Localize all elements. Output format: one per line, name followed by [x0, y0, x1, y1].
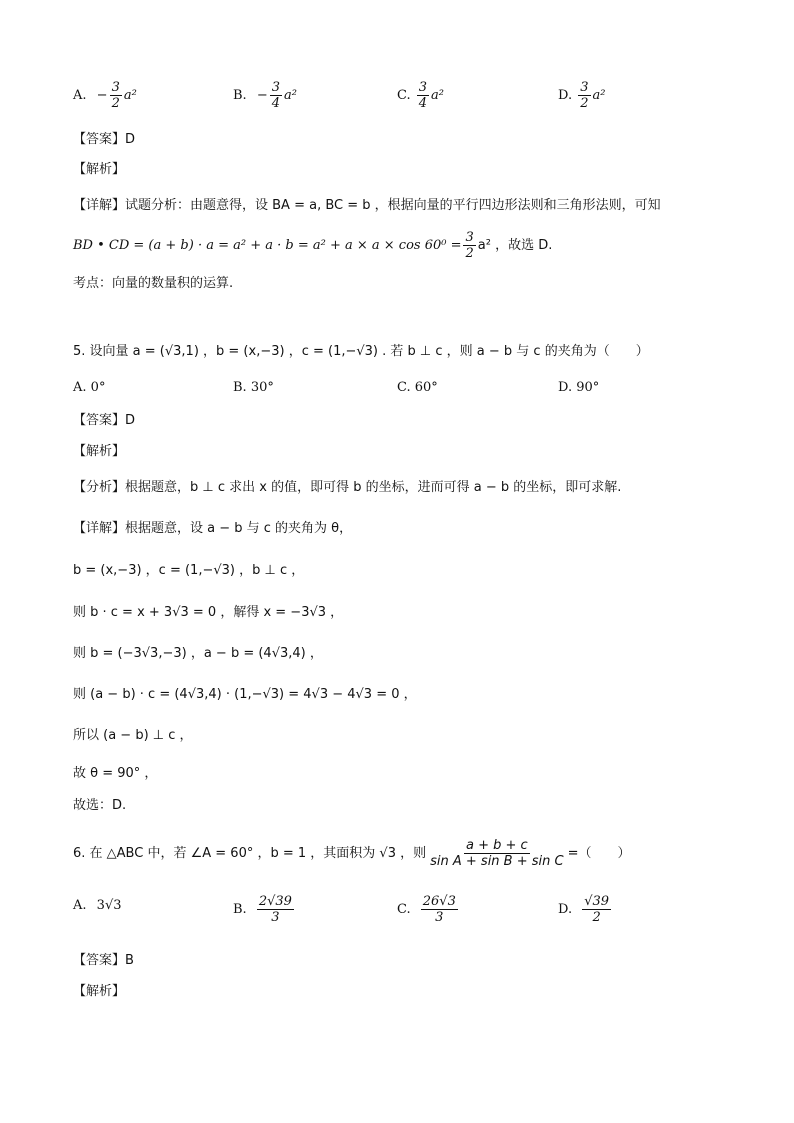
q4-detail-line-2: BD • CD = (a + b) · a = a² + a · b = a² + a × a × cos 60⁰ = $\frac{3}{2}$ a² ，故选 D. — [73, 230, 553, 261]
q6-option-b: B. $\frac{2√39}{3}$ — [233, 894, 292, 925]
q4-detail-line-1: 【详解】试题分析：由题意得，设 BA = a, BC = b ，根据向量的平行四边形法则和三角形法则，可知 — [73, 198, 661, 213]
q4-answer: 【答案】D — [73, 132, 136, 147]
q6-analysis-label: 【解析】 — [73, 984, 126, 999]
q4-option-d: D. $\frac{3}{2}$ a² — [558, 80, 606, 111]
q4-option-a: A. − $\frac{3}{2}$ a² — [73, 80, 137, 111]
q5-step-4: 则 b = (−3√3,−3) ，a − b = (4√3,4) ， — [73, 646, 323, 661]
q6-stem: 6. 在 △ABC 中，若 ∠A = 60° ，b = 1 ，其面积为 √3 ，则 $\frac{a + b + c}{\text{sin A + sin B + sin C}}$ =（ ） — [73, 838, 631, 869]
q4-analysis-label: 【解析】 — [73, 162, 126, 177]
q6-answer: 【答案】B — [73, 953, 134, 968]
q5-option-c: C. 60° — [397, 380, 438, 395]
q4-option-b: B. − $\frac{3}{4}$ a² — [233, 80, 297, 111]
q5-option-a: A. 0° — [73, 380, 106, 395]
q4-kaodian: 考点：向量的数量积的运算. — [73, 276, 234, 291]
q5-step-3: 则 b · c = x + 3√3 = 0 ，解得 x = −3√3 ， — [73, 605, 344, 620]
q5-fenxi: 【分析】根据题意，b ⊥ c 求出 x 的值，即可得 b 的坐标，进而可得 a − b 的坐标，即可求解. — [73, 480, 622, 495]
q5-option-b: B. 30° — [233, 380, 274, 395]
q5-step-1: 【详解】根据题意，设 a − b 与 c 的夹角为 θ， — [73, 521, 353, 536]
q5-option-d: D. 90° — [558, 380, 600, 395]
q5-step-5: 则 (a − b) · c = (4√3,4) · (1,−√3) = 4√3 − 4√3 = 0 ， — [73, 687, 417, 702]
q5-step-8: 故选：D. — [73, 798, 127, 813]
q6-option-c: C. $\frac{26√3}{3}$ — [397, 894, 456, 925]
q5-step-7: 故 θ = 90° ， — [73, 766, 158, 781]
q6-option-a: A. 3√3 — [73, 898, 122, 913]
q5-step-6: 所以 (a − b) ⊥ c ， — [73, 728, 193, 743]
q4-option-c: C. $\frac{3}{4}$ a² — [397, 80, 445, 111]
q5-answer: 【答案】D — [73, 413, 136, 428]
q5-stem: 5. 设向量 a = (√3,1) ，b = (x,−3) ，c = (1,−√3) . 若 b ⊥ c ，则 a − b 与 c 的夹角为（ ） — [73, 344, 649, 359]
q5-step-2: b = (x,−3) ，c = (1,−√3) ，b ⊥ c ， — [73, 563, 305, 578]
q6-option-d: D. $\frac{√39}{2}$ — [558, 894, 610, 925]
q5-analysis-label: 【解析】 — [73, 444, 126, 459]
